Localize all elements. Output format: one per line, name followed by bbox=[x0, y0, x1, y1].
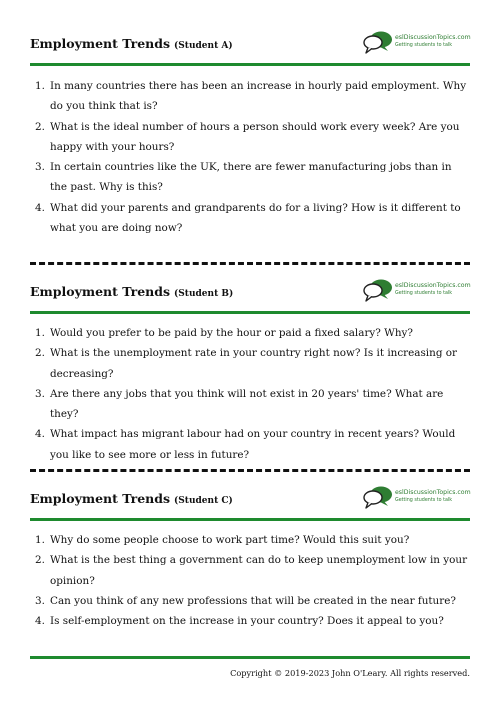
logo-tagline: Getting students to talk bbox=[395, 498, 453, 503]
section-divider bbox=[30, 63, 470, 66]
logo-name: eslDiscussionTopics.com bbox=[395, 489, 471, 496]
question-item: 4. What did your parents and grandparents do for a living? How is it different to what you are doing now? bbox=[35, 201, 461, 235]
section-title: Employment Trends (Student A) bbox=[30, 36, 233, 51]
section-student-b bbox=[30, 278, 471, 461]
question-item: 1. In many countries there has been an increase in hourly paid employment. Why do you think that is? bbox=[35, 80, 467, 113]
question-list bbox=[30, 323, 470, 465]
section-student-c bbox=[30, 485, 471, 628]
question-item: 4. Is self-employment on the increase in your country? Does it appeal to you? bbox=[35, 615, 444, 628]
question-list bbox=[30, 76, 470, 238]
question-item: 2. What is the unemployment rate in your country right now? Is it increasing or decreasing? bbox=[35, 347, 457, 380]
question-list bbox=[30, 530, 470, 631]
copyright-text: Copyright © 2019-2023 John O'Leary. All rights reserved. bbox=[230, 668, 470, 678]
site-logo bbox=[362, 30, 470, 56]
student-label: (Student C) bbox=[174, 496, 233, 506]
question-item: 3. Can you think of any new professions that will be created in the near future? bbox=[35, 594, 456, 607]
question-item: 1. Would you prefer to be paid by the hour or paid a fixed salary? Why? bbox=[35, 327, 413, 339]
section-divider bbox=[30, 311, 470, 314]
site-logo bbox=[362, 485, 470, 511]
section-title: Employment Trends (Student C) bbox=[30, 491, 233, 506]
student-label: (Student B) bbox=[174, 289, 234, 299]
logo-tagline: Getting students to talk bbox=[395, 291, 453, 296]
section-student-a bbox=[30, 30, 471, 235]
footer-divider bbox=[30, 656, 470, 659]
question-item: 3. In certain countries like the UK, there are fewer manufacturing jobs than in the past. Why is this? bbox=[35, 161, 452, 194]
student-label: (Student A) bbox=[174, 41, 233, 51]
speech-bubbles-icon bbox=[362, 278, 394, 304]
section-header bbox=[30, 30, 470, 64]
question-item: 1. Why do some people choose to work part time? Would this suit you? bbox=[35, 534, 410, 546]
logo-name: eslDiscussionTopics.com bbox=[395, 34, 471, 41]
section-header bbox=[30, 278, 470, 312]
section-divider bbox=[30, 518, 470, 521]
logo-tagline: Getting students to talk bbox=[395, 43, 453, 48]
cut-line bbox=[30, 469, 470, 472]
cut-line bbox=[30, 262, 470, 265]
question-item: 3. Are there any jobs that you think will not exist in 20 years' time? What are they? bbox=[35, 387, 444, 421]
question-item: 2. What is the ideal number of hours a person should work every week? Are you happy with your hours? bbox=[35, 120, 460, 153]
speech-bubbles-icon bbox=[362, 485, 394, 511]
logo-name: eslDiscussionTopics.com bbox=[395, 282, 471, 289]
section-title: Employment Trends (Student B) bbox=[30, 284, 234, 299]
question-item: 4. What impact has migrant labour had on your country in recent years? Would you like to see more or less in future? bbox=[35, 428, 456, 461]
question-item: 2. What is the best thing a government can do to keep unemployment low in your opinion? bbox=[35, 554, 468, 587]
section-header bbox=[30, 485, 470, 519]
site-logo bbox=[362, 278, 470, 304]
speech-bubbles-icon bbox=[362, 30, 394, 56]
